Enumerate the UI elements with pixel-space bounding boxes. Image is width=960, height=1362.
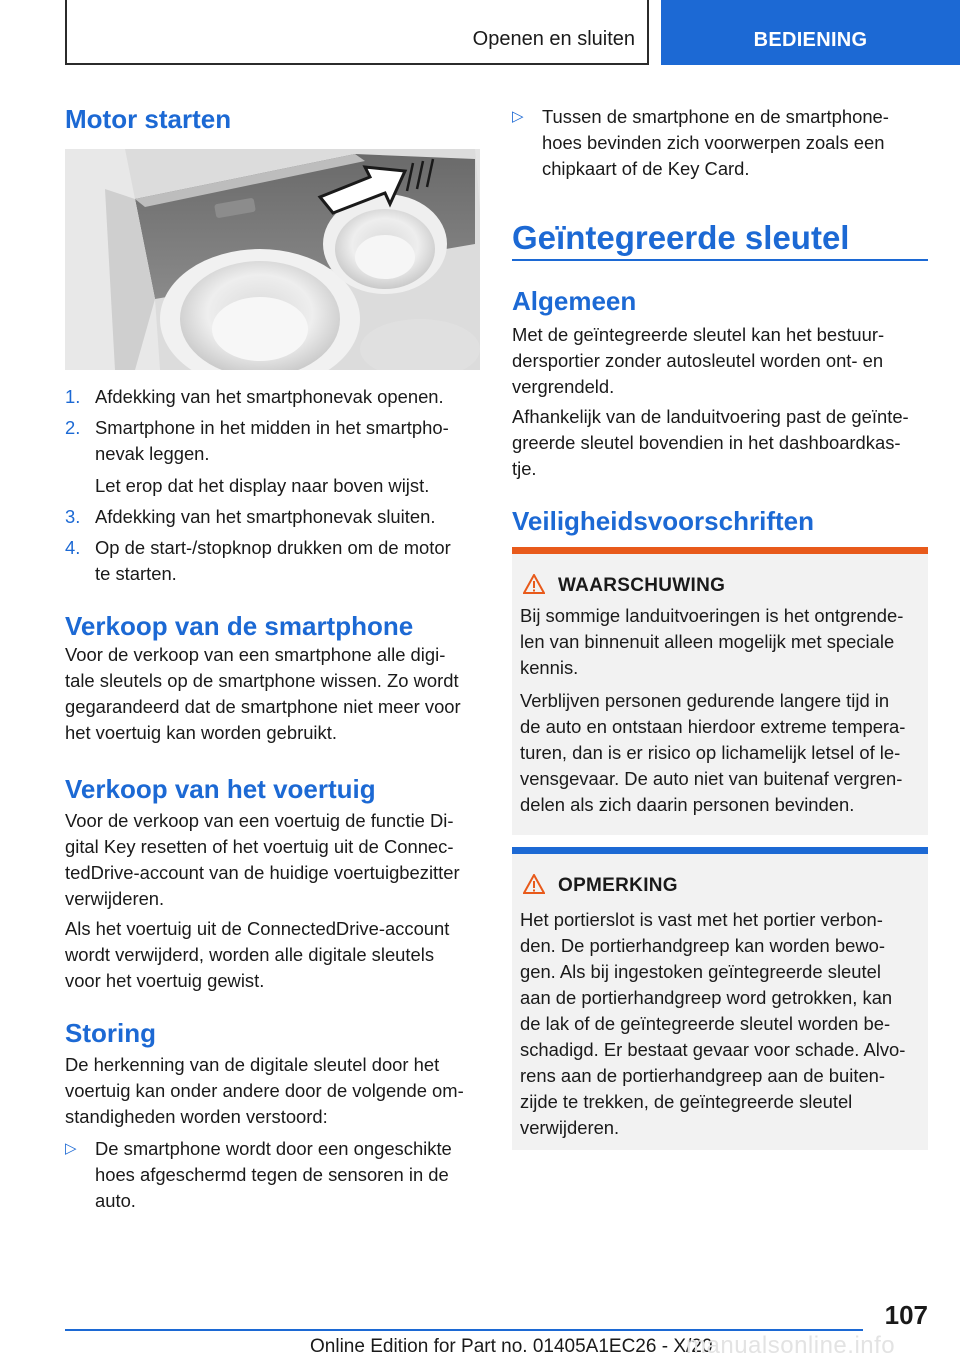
step-text: Smartphone in het midden in het smartpho- xyxy=(95,417,449,438)
paragraph: Voor de verkoop van een voertuig de functie Di- gital Key resetten of het voertuig uit de Connec- tedDrive-account van de huidige voertuigbezitter verwijderen. xyxy=(65,810,460,909)
list-item xyxy=(65,415,480,467)
notice-title: OPMERKING xyxy=(558,875,678,896)
list-item: ▷ Tussen de smartphone en de smartphone- hoes bevinden zich voorwerpen zoals een chipkaart of de Key Card. xyxy=(512,106,889,179)
heading-verkoop-voertuig: Verkoop van het voertuig xyxy=(65,774,376,804)
warning-triangle-icon xyxy=(523,574,545,594)
watermark: manualsonline.info xyxy=(686,1332,896,1359)
step-number: 1. xyxy=(65,386,81,407)
warning-bar xyxy=(512,547,928,554)
heading-rule xyxy=(512,259,928,261)
heading-verkoop-smartphone: Verkoop van de smartphone xyxy=(65,611,414,641)
heading-algemeen: Algemeen xyxy=(512,286,637,316)
smartphone-tray-photo xyxy=(65,149,480,370)
paragraph: Met de geïntegreerde sleutel kan het bestuur- dersportier zonder autosleutel worden ont- en vergrendeld. xyxy=(512,324,885,397)
paragraph: Voor de verkoop van een smartphone alle digi- tale sleutels op de smartphone wissen. Zo wordt gegarandeerd dat de smartphone niet meer voor het voertuig kan worden gebruikt. xyxy=(65,644,461,743)
step-text: nevak leggen. xyxy=(95,443,210,464)
bullet-triangle-icon: ▷ xyxy=(512,108,524,125)
paragraph: Als het voertuig uit de ConnectedDrive-account wordt verwijderd, worden alle digitale sleutels voor het voertuig gewist. xyxy=(65,918,450,991)
heading-storing: Storing xyxy=(65,1018,156,1048)
list-item xyxy=(65,535,480,587)
step-number: 4. xyxy=(65,537,81,558)
warning-triangle-icon xyxy=(523,874,545,894)
step-number: 2. xyxy=(65,417,81,438)
chapter-tab-label: BEDIENING xyxy=(753,29,868,51)
list-item: ▷ De smartphone wordt door een ongeschikte hoes afgeschermd tegen de sensoren in de auto. xyxy=(65,1138,452,1211)
bullet-triangle-icon: ▷ xyxy=(65,1140,77,1157)
page-number: 107 xyxy=(884,1300,928,1330)
heading-motor-starten: Motor starten xyxy=(65,104,232,134)
warning-text: Verblijven personen gedurende langere tijd in de auto en ontstaan hierdoor extreme tempera- turen, dan is er risico op lichamelijk letsel of le- vensgevaar. De auto niet van buitenaf vergren- delen als zich daarin personen bevinden. xyxy=(520,690,906,815)
warning-title: WAARSCHUWING xyxy=(558,575,726,596)
header-section-title: Openen en sluiten xyxy=(472,28,635,50)
heading-geintegreerde-sleutel: Geïntegreerde sleutel xyxy=(512,219,850,256)
warning-box xyxy=(512,547,928,835)
notice-text: Het portierslot is vast met het portier verbon- den. De portierhandgreep kan worden bewo- gen. Als bij ingestoken geïntegreerde sleutel aan de portierhandgreep word getrokken, kan de lak of de geïntegreerde sleutel worden be- schadigd. Er bestaat gevaar voor schade. Alvo- rens aan de portierhandgreep aan de buiten- zijde te trekken, de geïntegreerde sleutel verwijderen. xyxy=(520,909,906,1138)
step-note: Let erop dat het display naar boven wijst. xyxy=(95,475,430,496)
paragraph: De herkenning van de digitale sleutel door het voertuig kan onder andere door de volgende om- standigheden worden verstoord: xyxy=(65,1054,464,1127)
notice-box xyxy=(512,847,928,1150)
notice-bar xyxy=(512,847,928,854)
header-chapter-tab[interactable] xyxy=(661,0,960,65)
step-text: te starten. xyxy=(95,563,177,584)
step-text: Op de start-/stopknop drukken om de motor xyxy=(95,537,451,558)
paragraph: Afhankelijk van de landuitvoering past de geïnte- greerde sleutel bovendien in het dashboardkas- tje. xyxy=(512,406,909,479)
step-number: 3. xyxy=(65,506,81,527)
footer-edition: Online Edition for Part no. 01405A1EC26 - X/20 xyxy=(310,1336,713,1357)
smartphone-tray-illustration xyxy=(65,149,480,370)
header-section-box xyxy=(65,0,649,65)
warning-text: Bij sommige landuitvoeringen is het ontgrende- len van binnenuit alleen mogelijk met speciale kennis. xyxy=(520,605,904,678)
step-text: Afdekking van het smartphonevak openen. xyxy=(95,386,444,407)
heading-veiligheidsvoorschriften: Veiligheidsvoorschriften xyxy=(512,506,814,536)
step-text: Afdekking van het smartphonevak sluiten. xyxy=(95,506,436,527)
footer-rule xyxy=(65,1329,863,1331)
